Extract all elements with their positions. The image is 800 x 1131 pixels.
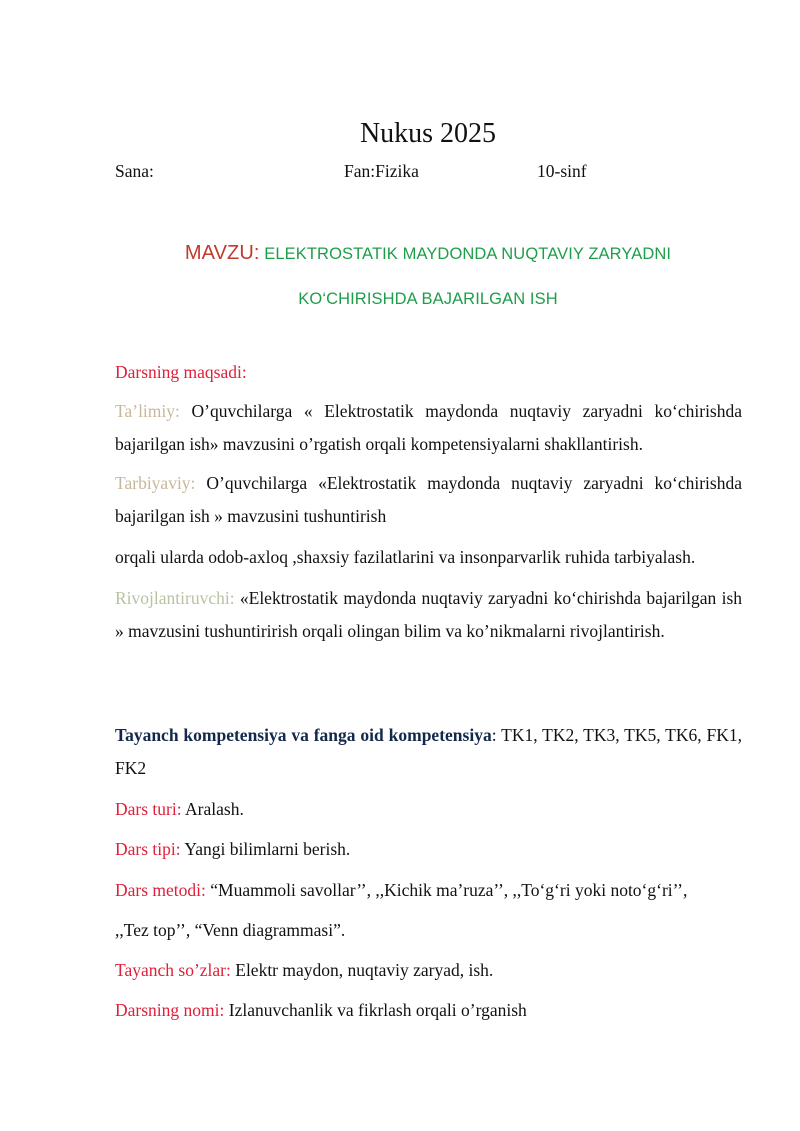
topic-label: MAVZU:: [184, 242, 260, 264]
lesson-type: [115, 797, 755, 821]
subject-label: Fan:Fizika: [344, 161, 419, 181]
lesson-name-label: Darsning nomi:: [115, 1000, 225, 1020]
grade-label: 10-sinf: [537, 161, 587, 181]
lesson-method-value-1: “Muammoli savollar’’, ,,Kichik ma’ruza’’, ,,To‘g‘ri yoki noto‘g‘ri’’,: [210, 880, 688, 900]
keywords-value: Elektr maydon, nuqtaviy zaryad, ish.: [235, 960, 494, 980]
lesson-kind: [115, 837, 755, 861]
goals-heading: Darsning maqsadi:: [115, 362, 247, 382]
lesson-method-cont: ,,Tez top’’, “Venn diagrammasi”.: [115, 920, 346, 940]
developmental-goal: [115, 582, 742, 648]
upbringing-goal: [115, 467, 742, 533]
lesson-kind-label: Dars tipi:: [115, 839, 181, 859]
topic-title-2: KO‘CHIRISHDA BAJARILGAN ISH: [298, 290, 558, 308]
upbringing-text: O’quvchilarga «Elektrostatik maydonda nuqtaviy zaryadni ko‘chirishda bajarilgan ish » mavzusini tushuntirish: [115, 473, 743, 526]
topic-line-1: [0, 242, 800, 265]
lesson-name: [115, 998, 755, 1022]
upbringing-label: Tarbiyaviy:: [115, 473, 196, 493]
upbringing-continuation: orqali ularda odob-axloq ,shaxsiy fazilatlarini va insonparvarlik ruhida tarbiyalash.: [115, 547, 696, 567]
lesson-name-value: Izlanuvchanlik va fikrlash orqali o’rganish: [228, 1000, 527, 1020]
lesson-type-label: Dars turi:: [115, 799, 182, 819]
educational-label: Ta’limiy:: [115, 401, 180, 421]
competence-label: Tayanch kompetensiya va fanga oid kompetensiya: [115, 725, 492, 745]
competence-value: : TK1, TK2, TK3, TK5, TK6, FK1, FK2: [115, 725, 742, 778]
developmental-text: «Elektrostatik maydonda nuqtaviy zaryadni ko‘chirishda bajarilgan ish » mavzusini tushuntirirish orqali olingan bilim va ko’nikmalarni rivojlantirish.: [115, 588, 743, 641]
keywords-label: Tayanch so’zlar:: [115, 960, 231, 980]
educational-goal: [115, 395, 742, 461]
lesson-method: [115, 878, 755, 902]
lesson-method-label: Dars metodi:: [115, 880, 206, 900]
educational-text: O’quvchilarga « Elektrostatik maydonda nuqtaviy zaryadni ko‘chirishda bajarilgan ish» mavzusini o’rgatish orqali kompetensiyalarni shakllantirish.: [115, 401, 743, 454]
date-label: Sana:: [115, 161, 154, 181]
keywords: [115, 958, 755, 982]
lesson-kind-value: Yangi bilimlarni berish.: [184, 839, 351, 859]
competence-paragraph: [115, 719, 742, 785]
developmental-label: Rivojlantiruvchi:: [115, 588, 235, 608]
topic-line-2: [0, 290, 800, 309]
lesson-type-value: Aralash.: [185, 799, 244, 819]
topic-title-1: ELEKTROSTATIK MAYDONDA NUQTAVIY ZARYADNI: [264, 245, 672, 263]
page-title: Nukus 2025: [359, 118, 497, 149]
